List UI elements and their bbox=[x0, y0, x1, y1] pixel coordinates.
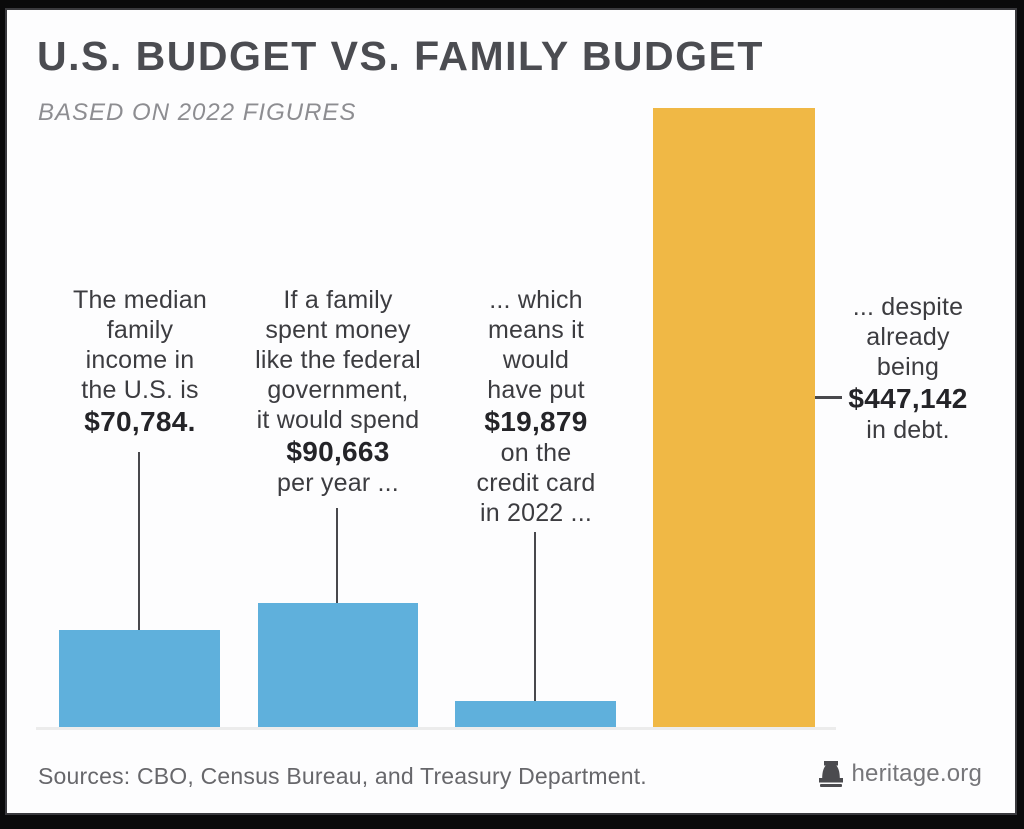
annotation-line: already bbox=[866, 323, 950, 351]
annotation-government-spending bbox=[233, 285, 443, 498]
annotation-line: in 2022 ... bbox=[479, 499, 592, 527]
brand-label: heritage.org bbox=[851, 760, 982, 787]
brand bbox=[819, 760, 983, 788]
connector-line-median-income bbox=[138, 452, 140, 632]
connector-line-government-spending bbox=[336, 508, 338, 604]
annotation-line: in debt. bbox=[866, 416, 950, 444]
annotation-line: ... which bbox=[489, 286, 583, 314]
annotation-line: means it bbox=[487, 316, 585, 344]
annotation-line: spent money bbox=[265, 316, 411, 344]
annotation-amount: $90,663 bbox=[286, 436, 390, 467]
annotation-line: If a family bbox=[283, 286, 393, 314]
annotation-line: per year ... bbox=[277, 469, 399, 497]
bar-existing-debt bbox=[653, 108, 815, 729]
annotation-credit-card bbox=[446, 285, 626, 528]
bar-government-style-spending bbox=[258, 603, 418, 729]
annotation-line: ... despite bbox=[852, 293, 964, 321]
annotation-amount: $447,142 bbox=[848, 383, 968, 414]
annotation-line: credit card bbox=[476, 469, 596, 497]
sources-note: Sources: CBO, Census Bureau, and Treasury Department. bbox=[38, 763, 647, 789]
annotation-median-income bbox=[35, 285, 245, 438]
bar-credit-card-amount bbox=[455, 701, 616, 729]
liberty-bell-icon bbox=[819, 761, 843, 787]
annotation-line: being bbox=[876, 353, 940, 381]
annotation-line: on the bbox=[500, 439, 572, 467]
annotation-line: government, bbox=[267, 376, 409, 404]
annotation-line: family bbox=[106, 316, 174, 344]
annotation-line: it would spend bbox=[256, 406, 420, 434]
annotation-amount: $70,784. bbox=[84, 406, 196, 437]
annotation-line: The median bbox=[72, 286, 208, 314]
page-subtitle: BASED ON 2022 FIGURES bbox=[38, 99, 357, 126]
annotation-amount: $19,879 bbox=[484, 406, 588, 437]
connector-line-credit-card bbox=[534, 532, 536, 701]
annotation-line: the U.S. is bbox=[81, 376, 199, 404]
bar-median-family-income bbox=[59, 630, 220, 729]
annotation-line: would bbox=[502, 346, 570, 374]
connector-dash-debt bbox=[815, 396, 842, 399]
chart-baseline bbox=[36, 727, 836, 730]
page-title: U.S. BUDGET VS. FAMILY BUDGET bbox=[37, 33, 764, 79]
annotation-line: have put bbox=[487, 376, 585, 404]
annotation-line: income in bbox=[85, 346, 195, 374]
annotation-debt bbox=[818, 292, 998, 445]
annotation-line: like the federal bbox=[255, 346, 421, 374]
